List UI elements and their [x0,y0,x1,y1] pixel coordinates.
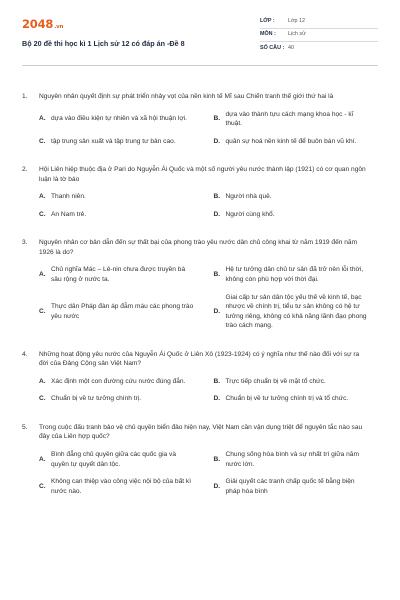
document-title: Bộ 20 đề thi học kì 1 Lịch sử 12 có đáp án -Đề 8 [22,38,185,48]
question-text: Nguyên nhân quyết định sự phát triển nhảy vọt của nền kinh tế Mĩ sau Chiến tranh thế giới thứ hai là [39,93,334,100]
answer-letter: B. [213,115,221,123]
question-number: 5. [22,423,28,431]
meta-label: SỐ CÂU : [260,44,285,51]
answer-option-d[interactable] [214,477,379,496]
meta-row-class [260,16,378,29]
answer-option-d[interactable] [214,137,379,147]
question-item [22,238,378,330]
answer-option-c[interactable] [39,137,204,147]
answer-option-c[interactable] [39,293,204,331]
meta-value: 40 [288,44,294,51]
answer-letter: B. [213,271,221,279]
question-stem [22,165,378,184]
answer-option-b[interactable] [214,265,379,284]
answer-option-b[interactable] [214,377,379,387]
answer-text: Giải quyết các tranh chấp quốc tế bằng biện pháp hòa bình [225,478,355,495]
answer-text: Người nhà quê. [225,193,272,201]
logo-suffix: .vn [54,24,64,30]
answer-text: Thực dân Pháp đàn áp đẫm máu các phong trào yêu nước [51,303,194,320]
answer-text: Bình đẳng chủ quyền giữa các quốc gia và quyền tự quyết dân tộc. [51,451,177,468]
answer-text: Không can thiệp vào công việc nội bộ của bất kì nước nào. [51,478,192,495]
answer-letter: C. [39,210,46,218]
site-logo[interactable] [22,16,185,33]
question-text: Nguyên nhân cơ bản dẫn đến sự thất bại của phong trào yêu nước dân chủ công khai từ năm 1919 đến năm 1926 là do? [39,239,358,256]
question-item [22,92,378,146]
answer-letter: C. [39,482,46,490]
answer-letter: B. [213,377,221,385]
answer-option-a[interactable] [39,450,204,469]
meta-label: MÔN : [260,31,276,38]
question-stem [22,238,378,257]
answer-option-b[interactable] [214,450,379,469]
answer-grid [22,377,378,404]
answer-text: Chủ nghĩa Mác – Lê-nin chưa được truyền bá sâu rộng ở nước ta. [51,266,186,284]
answer-option-a[interactable] [39,110,204,129]
answer-text: dựa vào điều kiện tự nhiên và xã hội thuận lợi. [51,115,187,123]
answer-letter: D. [213,307,221,315]
answer-letter: A. [39,455,46,463]
question-number: 3. [22,239,28,247]
answer-letter: A. [39,271,46,279]
answer-letter: C. [39,395,46,403]
answer-option-d[interactable] [214,210,379,220]
answer-grid [22,265,378,330]
question-text: Những hoạt động yêu nước của Nguyễn Ái Quốc ở Liên Xô (1923-1924) có ý nghĩa như thế nào đối với sự ra đời của Đảng Cộng sản Việt Nam? [39,350,360,368]
answer-text: tập trung sản xuất và tập trung tư bản cao. [51,137,176,145]
answer-letter: B. [213,193,221,201]
answer-letter: D. [213,210,221,218]
answer-text: Chung sống hòa bình và sự nhất trí giữa năm nước lớn. [225,451,359,468]
logo-main: 2048 [22,17,54,31]
meta-table [260,16,378,55]
answer-option-d[interactable] [214,394,379,404]
question-number: 1. [22,93,28,100]
answer-grid [22,110,378,147]
question-stem [22,423,378,442]
question-stem [22,350,378,369]
answer-letter: D. [213,137,221,145]
question-stem [22,92,378,102]
answer-text: Trực tiếp chuẩn bị về mặt tổ chức. [225,377,326,385]
answer-text: Thanh niên. [51,193,86,201]
question-item [22,423,378,496]
answer-text: Chuẩn bị về tư tưởng chính trị và tổ chức. [225,395,349,403]
meta-row-count [260,42,378,55]
question-item [22,165,378,219]
question-item [22,350,378,404]
question-text: Hội Liên hiệp thuộc địa ở Pari do Nguyễn Ái Quốc và một số người yêu nước thành lập (1921) có cơ quan ngôn luận là tờ báo [39,166,366,183]
answer-option-d[interactable] [214,293,379,331]
meta-value: Lớp 12 [288,18,306,25]
answer-text: dựa vào thành tựu cách mạng khoa học - kĩ thuật. [225,110,354,128]
answer-letter: A. [39,377,46,385]
answer-letter: A. [39,115,46,123]
answer-letter: B. [213,455,221,463]
answer-grid [22,450,378,496]
answer-text: Người cùng khổ. [225,210,275,218]
answer-text: Xác định một con đường cứu nước đúng đắn. [51,377,186,385]
answer-text: Hệ tư tưởng dân chủ tư sản đã trở nên lỗi thời, không còn phù hợp với thời đại. [225,266,364,284]
answer-letter: A. [39,193,46,201]
answer-option-a[interactable] [39,265,204,284]
answer-text: quân sự hoá nền kinh tế để buôn bán vũ khí. [225,137,357,145]
meta-label: LỚP : [260,18,275,25]
answer-option-c[interactable] [39,394,204,404]
brand-block [22,16,185,49]
answer-letter: C. [39,137,46,145]
meta-value: Lịch sử [288,31,306,38]
answer-option-a[interactable] [39,192,204,202]
answer-text: Chuẩn bị về tư tưởng chính trị. [51,395,142,403]
answer-option-c[interactable] [39,210,204,220]
question-number: 4. [22,350,28,358]
question-number: 2. [22,166,28,174]
answer-letter: C. [39,307,46,315]
meta-row-subject [260,29,378,42]
document-header [22,16,378,66]
question-list [22,92,378,496]
question-text: Trong cuộc đấu tranh bảo vệ chủ quyền biển đảo hiện nay, Việt Nam cần vận dụng triệt để nguyên tắc nào sau đây của Liên hợp quốc? [39,423,363,441]
answer-letter: D. [213,395,221,403]
answer-text: Giai cấp tư sản dân tộc yếu thế về kinh tế, bạc nhược về chính trị, tiểu tư sản không có hệ tư tưởng riêng, không có khả năng lãnh đạo phong trào cách mạng. [225,293,367,330]
answer-option-a[interactable] [39,377,204,387]
answer-option-b[interactable] [214,192,379,202]
answer-text: An Nam trẻ. [51,210,87,218]
answer-option-c[interactable] [39,477,204,496]
answer-option-b[interactable] [214,110,379,129]
answer-grid [22,192,378,219]
answer-letter: D. [213,482,221,490]
